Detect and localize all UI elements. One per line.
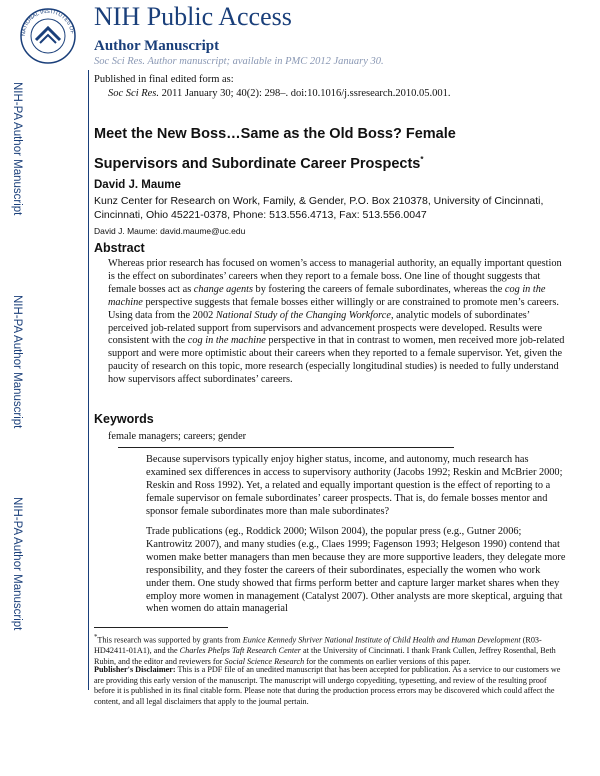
title-footnote-mark[interactable]: * [420,155,424,164]
nih-logo [8,6,88,66]
citation [108,88,451,99]
abstract-text: Whereas prior research has focused on women’s access to managerial authority, an equally important question is the effect on subordinates’ careers when they report to a female boss. One line of thought suggests that female bosses act as change agents by fostering the careers of female subordinates, whereas the cog in the machine perspective suggests that female bosses either willingly or are constrained to promote men’s careers. Using data from the 2002 National Study of the Changing Workforce, analytic models of subordinates’ perceived job-related support from supervisors and advancement prospects were developed. Results were consistent with the cog in the machine perspective in that in contrast to women, men received more job-related support and were more optimistic about their careers when they reported to a female supervisor. Yet, given the paucity of research on this topic, more research (especially longitudinal studies) is needed to fully understand how supervisors affect subordinates’ careers. [108,258,565,386]
affiliation-line-1: Kunz Center for Research on Work, Family, & Gender, P.O. Box 210378, University of Cincinnati, [94,195,544,207]
body-paragraph-1: Because supervisors typically enjoy higher status, income, and autonomy, much research has examined sex differences in access to supervisory authority (Jacobs 1992; Reskin and McBrier 2000; Reskin and Ross 1992). Yet, a related and equally important question is the effect of reporting to a female supervisor on female subordinates’ career prospects. That is, do female bosses mentor and sponsor female subordinates more than male subordinates? [146,454,563,517]
published-note: Published in final edited form as: [94,74,234,85]
footnote-mark: * [94,634,98,641]
abstract-heading: Abstract [94,241,145,255]
sidebar-label-3: NIH-PA Author Manuscript [11,497,23,631]
affiliation-line-2: Cincinnati, Ohio 45221-0378, Phone: 513.556.4713, Fax: 513.556.0047 [94,209,427,221]
header-divider [88,70,89,690]
nih-public-access-title: NIH Public Access [94,2,292,31]
author-name: David J. Maume [94,179,181,191]
title-line-2: Supervisors and Subordinate Career Prospects [94,155,421,172]
keywords-heading: Keywords [94,412,154,426]
sidebar-label-1: NIH-PA Author Manuscript [11,82,23,216]
logo-text: NATIONAL INSTITUTES OF [20,8,75,37]
keywords-list: female managers; careers; gender [108,431,247,442]
availability-note: Soc Sci Res. Author manuscript; available in PMC 2012 January 30. [94,56,384,67]
disclaimer-text: This is a PDF file of an unedited manuscript that has been accepted for publication. As a service to our customers we are providing this early version of the manuscript. The manuscript will undergo copyediting, typesetting, and review of the resulting proof before it is published in its final citable form. Please note that during the production process errors may be discovered which could affect the content, and all legal disclaimers that apply to the journal pertain. [94,665,561,706]
author-email[interactable]: David J. Maume: david.maume@uc.edu [94,226,246,236]
citation-details: 2011 January 30; 40(2): 298–. doi:10.1016/j.ssresearch.2010.05.001. [159,88,451,99]
body-paragraph-2: Trade publications (eg., Roddick 2000; Wilson 2004), the popular press (e.g., Gutner 2006; Kantrowitz 2007), and many studies (e.g., Claes 1999; Fagenson 1993; Helgeson 1990) contend that women make better managers than men because they are more supportive leaders, they delegate more responsibility, and they foster the careers of their subordinates, especially the women who work under them. One study showed that firms perform better and capture larger market shares when they employ more women in management (Catalyst 2007). Other analysts are more skeptical, arguing that when women do attain managerial [146,526,566,615]
section-rule [118,447,454,448]
publisher-disclaimer [94,665,566,707]
footnote-rule [94,627,228,628]
author-affiliation [94,194,564,222]
author-manuscript-label: Author Manuscript [94,38,220,54]
sidebar-label-2: NIH-PA Author Manuscript [11,295,23,429]
title-line-1: Meet the New Boss…Same as the Old Boss? Female [94,126,456,142]
journal-name: Soc Sci Res. [108,88,160,99]
funding-footnote: *This research was supported by grants from Eunice Kennedy Shriver National Institute of Child Health and Human Development (R03-HD42411-01A1), and the Charles Phelps Taft Research Center at the University of Cincinnati. I thank Frank Cullen, Jeffrey Rosenthal, Beth Rubin, and the editor and reviewers for Social Science Research for the comments on earlier versions of this paper. [94,634,556,666]
article-title [94,122,514,177]
disclaimer-label: Publisher's Disclaimer: [94,665,176,674]
